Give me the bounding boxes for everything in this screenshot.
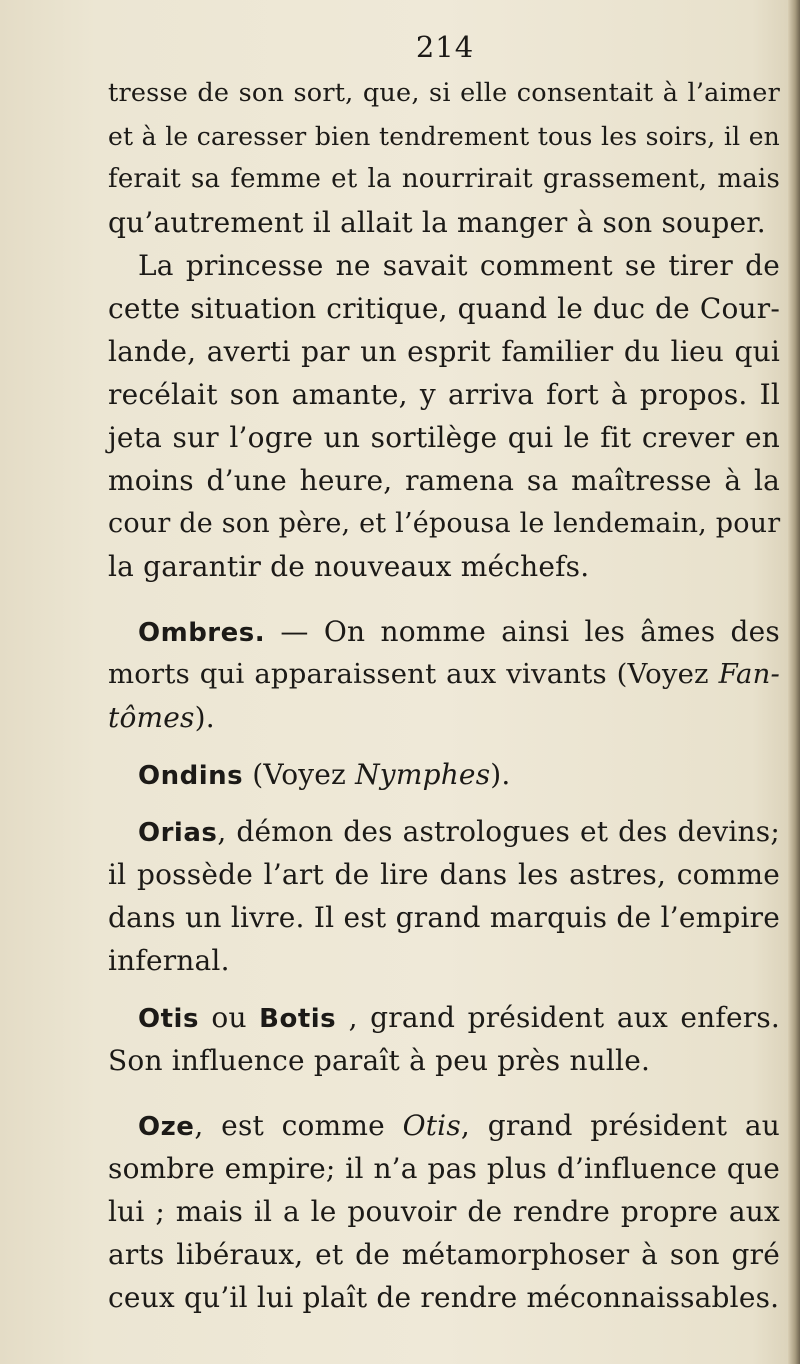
text-line: arts libéraux, et de métamorphoser à son gré [108,1238,780,1271]
entry-heading: Orias [138,818,218,848]
entry-ondins [108,753,780,796]
text-line: cette situation critique, quand le duc de Cour- [108,292,780,325]
entry-text: ). [194,701,215,734]
cross-reference: tômes [108,701,195,734]
entry-heading: Ondins [138,761,244,791]
text-line: lande, averti par un esprit familier du lieu qui [108,335,780,368]
entry-heading: Ombres. [138,618,266,648]
text-line: lui ; mais il a le pouvoir de rendre propre aux [108,1195,780,1228]
text-line [108,653,780,696]
text-line: et à le caresser bien tendrement tous les soirs, il en [108,122,780,151]
entry-heading: Oze [138,1112,195,1142]
text-line [108,753,780,796]
entry-ombres [108,610,780,739]
cross-reference: Nymphes [355,758,491,791]
spacer [108,588,780,610]
entry-heading: Botis [259,1004,337,1034]
text-line: dans un livre. Il est grand marquis de l’empire [108,901,780,934]
text-line: La princesse ne savait comment se tirer de [138,249,780,282]
entry-heading: Otis [138,1004,199,1034]
text-line: jeta sur l’ogre un sortilège qui le fit crever en [108,421,780,454]
entry-otis [108,996,780,1082]
paragraph-continuation [108,72,780,244]
page-number: 214 [415,30,475,64]
text-line: infernal. [108,944,230,977]
text-line: ceux qu’il lui plaît de rendre méconnaissables. [108,1281,780,1314]
text-line: qu’autrement il allait la manger à son souper. [108,206,766,239]
page-edge [788,0,800,1364]
entry-text: , grand président au [460,1109,780,1142]
entry-text: , grand président aux enfers. [336,1001,780,1034]
cross-reference: Otis [402,1109,461,1142]
text-line: Son influence paraît à peu près nulle. [108,1044,651,1077]
entry-text: , est comme [194,1109,403,1142]
entry-oze [108,1104,780,1319]
text-line [108,1104,780,1147]
text-line: moins d’une heure, ramena sa maîtresse à la [108,464,780,497]
text-line [108,810,780,853]
spacer [108,982,780,996]
entry-orias [108,810,780,982]
text-line [108,610,780,653]
page-body [108,72,780,1319]
text-line: ferait sa femme et la nourrirait grassement, mais [108,164,780,194]
entry-text: ou [198,1001,260,1034]
text-line [108,996,780,1039]
entry-text: morts qui apparaissent aux vivants (Voyez [108,658,719,690]
entry-text: , démon des astrologues et des devins; [217,815,780,848]
text-line: la garantir de nouveaux méchefs. [108,550,590,583]
spacer [108,1082,780,1104]
cross-reference: Fan- [718,658,780,690]
text-line: il possède l’art de lire dans les astres, comme [108,858,780,891]
entry-text: (Voyez [243,758,356,791]
text-line: tresse de son sort, que, si elle consentait à l’aimer [108,78,780,108]
spacer [108,796,780,810]
entry-text: — On nomme ainsi les âmes des [265,615,780,648]
paragraph-princesse [108,244,780,588]
entry-text: ). [490,758,511,791]
text-line: recélait son amante, y arriva fort à propos. Il [108,378,780,411]
text-line [108,696,780,739]
text-line: cour de son père, et l’épousa le lendemain, pour [108,508,781,539]
spacer [108,739,780,753]
text-line: sombre empire; il n’a pas plus d’influence que [108,1152,780,1185]
